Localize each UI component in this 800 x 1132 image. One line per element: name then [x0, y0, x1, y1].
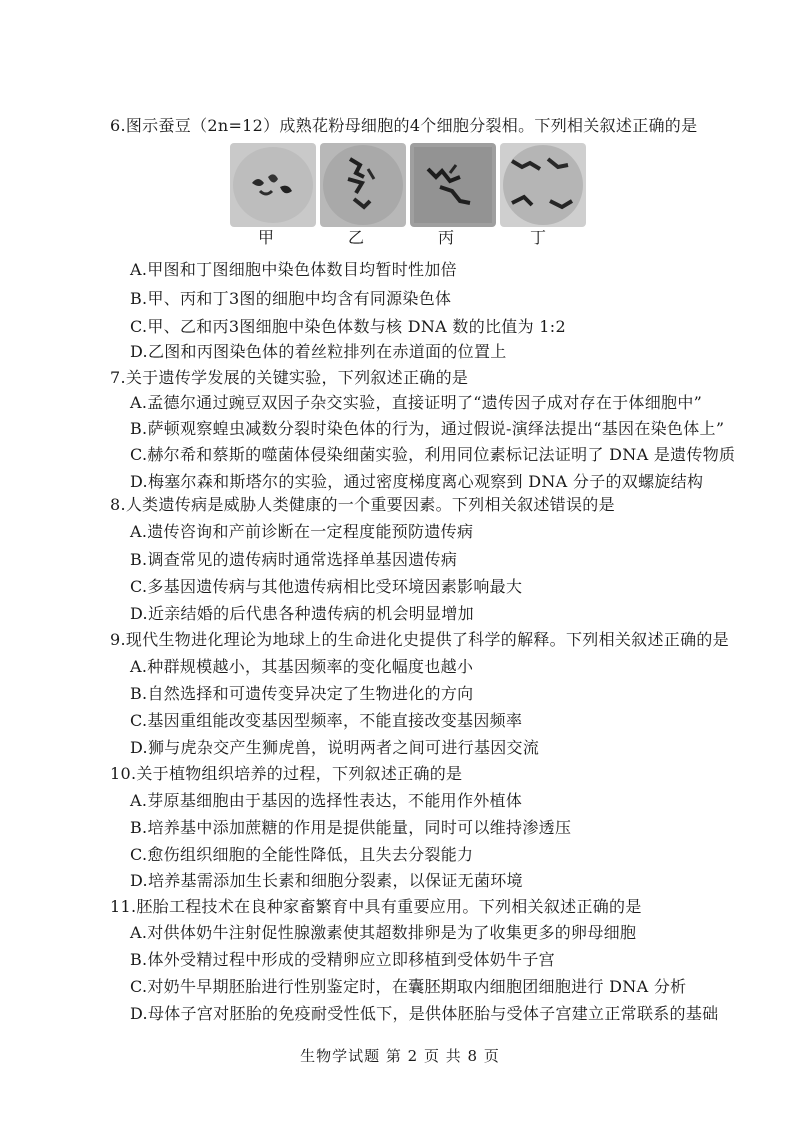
label-yi: 乙 — [347, 228, 364, 247]
q10-option-d: D.培养基需添加生长素和细胞分裂素，以保证无菌环境 — [130, 871, 523, 890]
q7-option-b: B.萨顿观察蝗虫减数分裂时染色体的行为，通过假说-演绎法提出“基因在染色体上” — [130, 419, 725, 438]
q7-option-a: A.孟德尔通过豌豆双因子杂交实验，直接证明了“遗传因子成对存在于体细胞中” — [130, 393, 703, 412]
micrograph-ding — [500, 143, 586, 227]
q6-option-d: D.乙图和丙图染色体的着丝粒排列在赤道面的位置上 — [130, 342, 507, 361]
q8-option-b: B.调查常见的遗传病时通常选择单基因遗传病 — [130, 550, 458, 569]
q6-option-b: B.甲、丙和丁3图的细胞中均含有同源染色体 — [130, 289, 452, 308]
question-7-stem: 7.关于遗传学发展的关键实验，下列叙述正确的是 — [110, 368, 469, 387]
q8-option-c: C.多基因遗传病与其他遗传病相比受环境因素影响最大 — [130, 577, 523, 596]
page-footer: 生物学试题 第 2 页 共 8 页 — [300, 1047, 500, 1065]
q8-option-d: D.近亲结婚的后代患各种遗传病的机会明显增加 — [130, 604, 474, 623]
q9-option-c: C.基因重组能改变基因型频率，不能直接改变基因频率 — [130, 711, 523, 730]
micrograph-jia — [230, 143, 316, 227]
q6-option-a: A.甲图和丁图细胞中染色体数目均暂时性加倍 — [130, 260, 457, 279]
q9-option-a: A.种群规模越小，其基因频率的变化幅度也越小 — [130, 657, 474, 676]
q11-option-d: D.母体子宫对胚胎的免疫耐受性低下，是供体胚胎与受体子宫建立正常联系的基础 — [130, 1004, 719, 1023]
q9-option-b: B.自然选择和可遗传变异决定了生物进化的方向 — [130, 684, 474, 703]
q6-option-c: C.甲、乙和丙3图细胞中染色体数与核 DNA 数的比值为 1:2 — [130, 317, 566, 336]
question-9-stem: 9.现代生物进化理论为地球上的生命进化史提供了科学的解释。下列相关叙述正确的是 — [110, 630, 729, 649]
micrograph-yi — [320, 143, 406, 227]
q8-option-a: A.遗传咨询和产前诊断在一定程度能预防遗传病 — [130, 522, 474, 541]
question-8-stem: 8.人类遗传病是威胁人类健康的一个重要因素。下列相关叙述错误的是 — [110, 495, 615, 514]
question-6-stem: 6.图示蚕豆（2n=12）成熟花粉母细胞的4个细胞分裂相。下列相关叙述正确的是 — [110, 116, 698, 135]
q11-option-a: A.对供体奶牛注射促性腺激素使其超数排卵是为了收集更多的卵母细胞 — [130, 923, 637, 942]
q10-option-a: A.芽原基细胞由于基因的选择性表达，不能用作外植体 — [130, 791, 523, 810]
label-ding: 丁 — [529, 228, 546, 247]
q7-option-d: D.梅塞尔森和斯塔尔的实验，通过密度梯度离心观察到 DNA 分子的双螺旋结构 — [130, 472, 704, 491]
question-10-stem: 10.关于植物组织培养的过程，下列叙述正确的是 — [110, 764, 463, 783]
q10-option-b: B.培养基中添加蔗糖的作用是提供能量，同时可以维持渗透压 — [130, 818, 572, 837]
micrograph-bing — [410, 143, 496, 227]
q9-option-d: D.狮与虎杂交产生狮虎兽，说明两者之间可进行基因交流 — [130, 738, 540, 757]
label-jia: 甲 — [257, 228, 274, 247]
question-11-stem: 11.胚胎工程技术在良种家畜繁育中具有重要应用。下列相关叙述正确的是 — [110, 897, 642, 916]
q10-option-c: C.愈伤组织细胞的全能性降低，且失去分裂能力 — [130, 845, 474, 864]
label-bing: 丙 — [437, 228, 454, 247]
micrograph-row — [218, 143, 598, 233]
q11-option-b: B.体外受精过程中形成的受精卵应立即移植到受体奶牛子宫 — [130, 950, 555, 969]
q7-option-c: C.赫尔希和蔡斯的噬菌体侵染细菌实验，利用同位素标记法证明了 DNA 是遗传物质 — [130, 445, 736, 464]
q11-option-c: C.对奶牛早期胚胎进行性别鉴定时，在囊胚期取内细胞团细胞进行 DNA 分析 — [130, 977, 687, 996]
